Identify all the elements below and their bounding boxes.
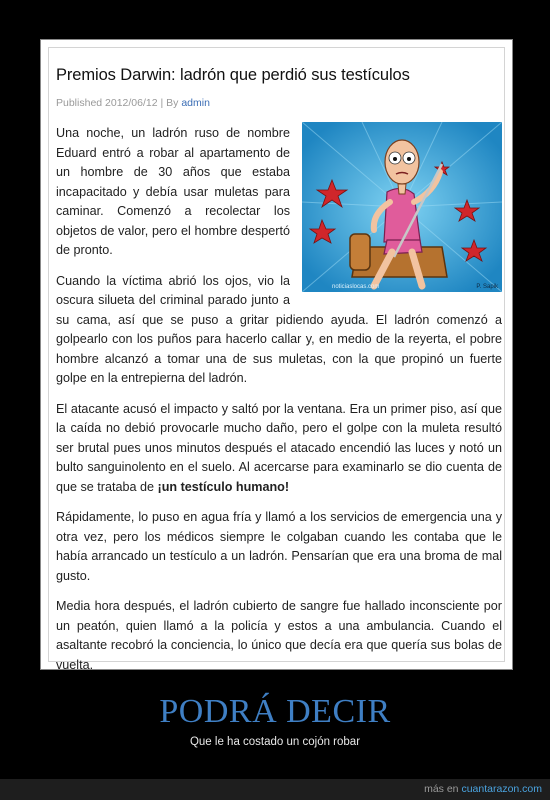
article-body [56, 124, 502, 686]
post-frame [48, 47, 505, 672]
article-illustration [302, 122, 502, 292]
article-paragraph [56, 400, 502, 498]
article-paragraph: Una noche, un ladrón ruso de nombre Eduard entró a robar al apartamento de un hombre de 30 años que estaba incapacitado y debía usar muletas para caminar. Comenzó a recolectar los objetos de valor, pero el hombre despertó de pronto. [56, 126, 290, 257]
meme-caption: PODRÁ DECIR [159, 693, 391, 730]
illustration-signature: P. Sapik [476, 284, 498, 290]
footer-prefix: más en [424, 783, 462, 795]
post-meta [56, 97, 210, 109]
paragraph-highlight: ¡un testículo humano! [157, 479, 290, 494]
meme-subcaption: Que le ha costado un cojón robar [189, 736, 361, 748]
site-link[interactable]: cuantarazon.com [461, 783, 542, 795]
paragraph-text: El atacante acusó el impacto y saltó por la ventana. Era un primer piso, así que la caída no debió provocarle mucho daño, pero el golpe con la muleta resultó ser brutal pues unos minutos después el atacado encendió las luces y notó un bulto sanguinolento en el suelo. Al acercarse para examinarlo se dio cuenta de que se trataba de [56, 401, 502, 494]
illustration-drawing [302, 122, 502, 292]
illustration-watermark: noticiaslocas.com [332, 284, 380, 290]
article-paragraph: Cuando la víctima abrió los ojos, vio la oscura silueta del criminal parado junto a su cama, así que se puso a gritar pidiendo ayuda. El ladrón comenzó a golpearlo con los puños para hacerlo callar y, en medio de la reyerta, el pobre hombre alcanzó a tomar una de sus muletas, con la que propinó un fuerte golpe en la entrepierna del ladrón. [56, 273, 502, 385]
post-author-link[interactable]: admin [181, 97, 210, 109]
post-title: Premios Darwin: ladrón que perdió sus testículos [56, 66, 410, 84]
article-paragraph: Media hora después, el ladrón cubierto de sangre fue hallado inconsciente por un peatón, quien llamó a la policía y estos a una ambulancia. Cuando el asaltante recobró la conciencia, lo único que decía era que quería sus bolas de vuelta. [56, 599, 502, 672]
article-paragraph: Rápidamente, lo puso en agua fría y llamó a los servicios de emergencia una y otra vez, pero los médicos siempre le colgaban cuando les contaba que le había arrancado un testículo a un ladrón. Pensarían que era una broma de mal gusto. [56, 510, 502, 583]
post-card [41, 40, 512, 672]
post-date: Published 2012/06/12 | By [56, 97, 182, 109]
footer-bar [0, 779, 550, 800]
footer-credit [424, 783, 542, 795]
